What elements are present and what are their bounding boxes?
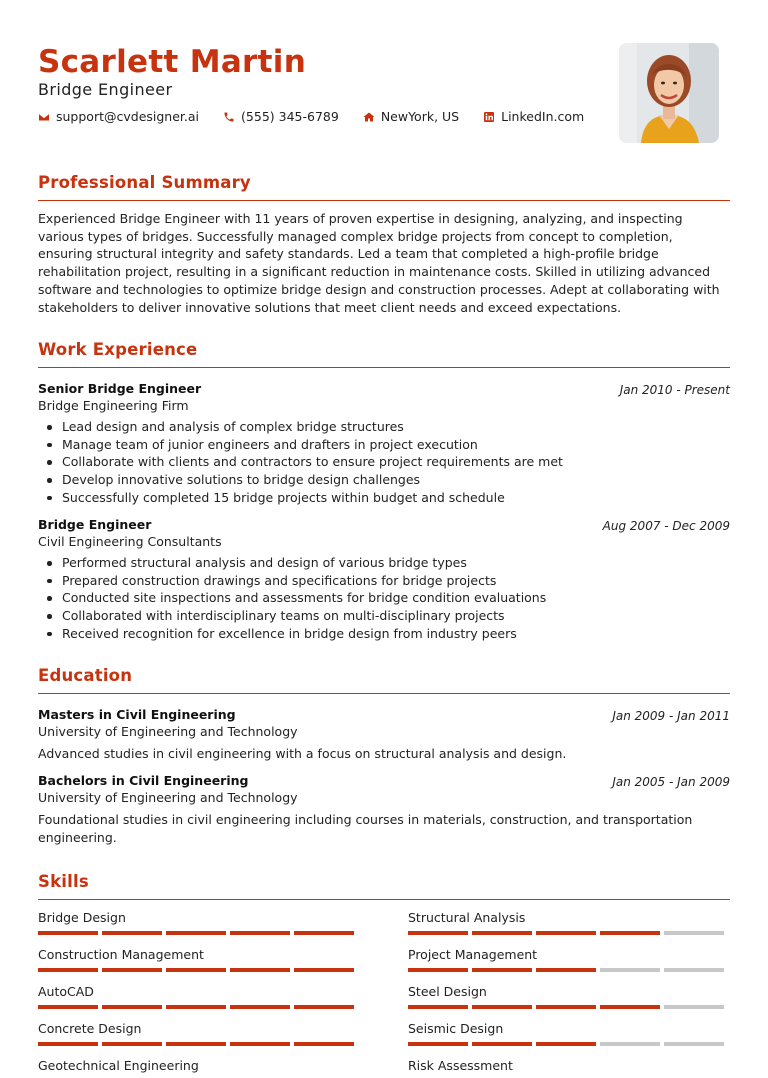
skill-segment-filled: [38, 968, 98, 972]
job-company: Bridge Engineering Firm: [38, 398, 189, 413]
section-divider: [38, 693, 730, 694]
job-dates: Aug 2007 - Dec 2009: [602, 519, 730, 533]
skill-segment-empty: [664, 1005, 724, 1009]
skill-level-bar: [408, 968, 730, 972]
education-entry: [38, 706, 730, 763]
job-bullet: Received recognition for excellence in bridge design from industry peers: [38, 625, 730, 643]
profile-portrait-image: [619, 43, 719, 143]
education-entry: [38, 772, 730, 846]
skill-item: [38, 909, 360, 935]
skill-name: Project Management: [408, 947, 538, 962]
skill-segment-filled: [536, 1042, 596, 1046]
skill-item: [408, 909, 730, 935]
job-entry: [38, 516, 730, 643]
skill-segment-filled: [536, 1005, 596, 1009]
skill-segment-filled: [408, 1042, 468, 1046]
skills-heading: Skills: [38, 872, 89, 891]
education-section: [38, 665, 730, 694]
skill-name: Geotechnical Engineering: [38, 1058, 199, 1073]
contact-email[interactable]: [38, 109, 199, 125]
skill-name: AutoCAD: [38, 984, 94, 999]
contact-email-text: support@cvdesigner.ai: [56, 109, 200, 124]
skill-item: [408, 946, 730, 972]
section-divider: [38, 899, 730, 900]
skill-segment-filled: [38, 1042, 98, 1046]
job-bullet: Develop innovative solutions to bridge design challenges: [38, 471, 730, 489]
skill-segment-filled: [472, 1042, 532, 1046]
candidate-name: Scarlett Martin: [38, 44, 307, 80]
skill-name: Concrete Design: [38, 1021, 142, 1036]
job-bullet: Lead design and analysis of complex bridge structures: [38, 418, 730, 436]
skill-segment-empty: [664, 968, 724, 972]
degree-title: Bachelors in Civil Engineering: [38, 773, 249, 788]
candidate-title: Bridge Engineer: [38, 80, 173, 99]
education-dates: Jan 2009 - Jan 2011: [612, 709, 730, 723]
skill-item: [408, 1057, 730, 1074]
job-bullet: Successfully completed 15 bridge projects within budget and schedule: [38, 489, 730, 507]
section-divider: [38, 200, 730, 201]
skill-level-bar: [38, 1042, 360, 1046]
summary-text: Experienced Bridge Engineer with 11 years of proven expertise in designing, analyzing, and inspecting various types of bridges. Successfully managed complex bridge projects from concept to completion, ensuring structural integrity and safety standards. Led a team that completed a high-profile bridge rehabilitation project, resulting in a significant reduction in maintenance costs. Skilled in utilizing advanced software and technologies to optimize bridge design and construction processes. Adept at collaborating with stakeholders to deliver innovative solutions that meet client needs and exceed expectations.: [38, 211, 720, 315]
job-bullet: Performed structural analysis and design of various bridge types: [38, 554, 730, 572]
profile-photo: [619, 43, 719, 143]
job-bullet: Conducted site inspections and assessments for bridge condition evaluations: [38, 589, 730, 607]
skill-item: [408, 983, 730, 1009]
skill-segment-filled: [38, 1005, 98, 1009]
skill-segment-filled: [600, 1005, 660, 1009]
section-divider: [38, 367, 730, 368]
job-title: Bridge Engineer: [38, 517, 152, 532]
skill-segment-empty: [600, 1042, 660, 1046]
skill-segment-filled: [102, 931, 162, 935]
skill-item: [38, 1020, 360, 1046]
skill-level-bar: [408, 1042, 730, 1046]
skill-item: [38, 946, 360, 972]
skill-segment-filled: [294, 1042, 354, 1046]
skill-segment-filled: [472, 968, 532, 972]
skill-level-bar: [38, 1005, 360, 1009]
job-bullet: Collaborated with interdisciplinary teams on multi-disciplinary projects: [38, 607, 730, 625]
education-description: Foundational studies in civil engineering including courses in materials, construction, and transportation engineering.: [38, 812, 693, 845]
school-name: University of Engineering and Technology: [38, 724, 298, 739]
skill-segment-filled: [230, 1042, 290, 1046]
experience-heading: Work Experience: [38, 340, 198, 359]
skill-segment-filled: [230, 1005, 290, 1009]
skill-segment-filled: [102, 1005, 162, 1009]
contact-phone[interactable]: [223, 109, 339, 125]
skill-segment-filled: [536, 968, 596, 972]
job-bullet: Manage team of junior engineers and drafters in project execution: [38, 436, 730, 454]
skill-segment-filled: [230, 931, 290, 935]
skill-level-bar: [408, 1005, 730, 1009]
contact-location[interactable]: [363, 109, 459, 125]
skill-segment-filled: [166, 1042, 226, 1046]
summary-heading: Professional Summary: [38, 173, 251, 192]
skill-segment-filled: [294, 1005, 354, 1009]
linkedin-icon: [483, 111, 495, 123]
resume-header: [38, 0, 730, 150]
skill-segment-filled: [472, 1005, 532, 1009]
education-dates: Jan 2005 - Jan 2009: [612, 775, 730, 789]
skill-segment-filled: [600, 931, 660, 935]
contact-linkedin-text: LinkedIn.com: [501, 109, 585, 124]
skill-segment-filled: [38, 931, 98, 935]
skill-segment-filled: [102, 968, 162, 972]
skill-segment-filled: [166, 968, 226, 972]
skill-segment-filled: [166, 931, 226, 935]
skill-segment-filled: [408, 1005, 468, 1009]
contact-location-text: NewYork, US: [380, 109, 460, 124]
job-bullets: [38, 418, 730, 507]
skill-segment-filled: [472, 931, 532, 935]
school-name: University of Engineering and Technology: [38, 790, 298, 805]
skill-level-bar: [38, 931, 360, 935]
skill-segment-empty: [664, 1042, 724, 1046]
skill-segment-filled: [294, 931, 354, 935]
experience-section: [38, 339, 730, 368]
job-bullet: Prepared construction drawings and specifications for bridge projects: [38, 572, 730, 590]
skill-segment-filled: [166, 1005, 226, 1009]
skill-name: Construction Management: [38, 947, 204, 962]
skill-name: Bridge Design: [38, 910, 126, 925]
skill-segment-filled: [408, 968, 468, 972]
skill-name: Structural Analysis: [408, 910, 526, 925]
degree-title: Masters in Civil Engineering: [38, 707, 236, 722]
skill-segment-filled: [536, 931, 596, 935]
job-dates: Jan 2010 - Present: [619, 383, 730, 397]
skill-level-bar: [408, 931, 730, 935]
job-bullets: [38, 554, 730, 643]
job-company: Civil Engineering Consultants: [38, 534, 222, 549]
skill-name: Risk Assessment: [408, 1058, 513, 1073]
skill-segment-empty: [664, 931, 724, 935]
skill-segment-filled: [294, 968, 354, 972]
skill-item: [408, 1020, 730, 1046]
envelope-icon: [38, 111, 50, 123]
contact-linkedin[interactable]: [483, 109, 584, 125]
education-heading: Education: [38, 666, 133, 685]
skill-item: [38, 1057, 360, 1074]
contact-phone-text: (555) 345-6789: [241, 109, 339, 124]
skill-segment-filled: [102, 1042, 162, 1046]
home-icon: [363, 111, 375, 123]
skill-name: Steel Design: [408, 984, 487, 999]
skill-segment-empty: [600, 968, 660, 972]
job-title: Senior Bridge Engineer: [38, 381, 202, 396]
skills-section: [38, 871, 730, 900]
phone-icon: [223, 111, 235, 123]
job-bullet: Collaborate with clients and contractors to ensure project requirements are met: [38, 453, 730, 471]
skill-item: [38, 983, 360, 1009]
skill-segment-filled: [230, 968, 290, 972]
skill-name: Seismic Design: [408, 1021, 504, 1036]
education-description: Advanced studies in civil engineering with a focus on structural analysis and design.: [38, 746, 567, 761]
job-entry: [38, 380, 730, 507]
summary-section: [38, 172, 730, 316]
contact-row: [38, 109, 608, 125]
skill-segment-filled: [408, 931, 468, 935]
skill-level-bar: [38, 968, 360, 972]
resume-page: [38, 0, 730, 1078]
